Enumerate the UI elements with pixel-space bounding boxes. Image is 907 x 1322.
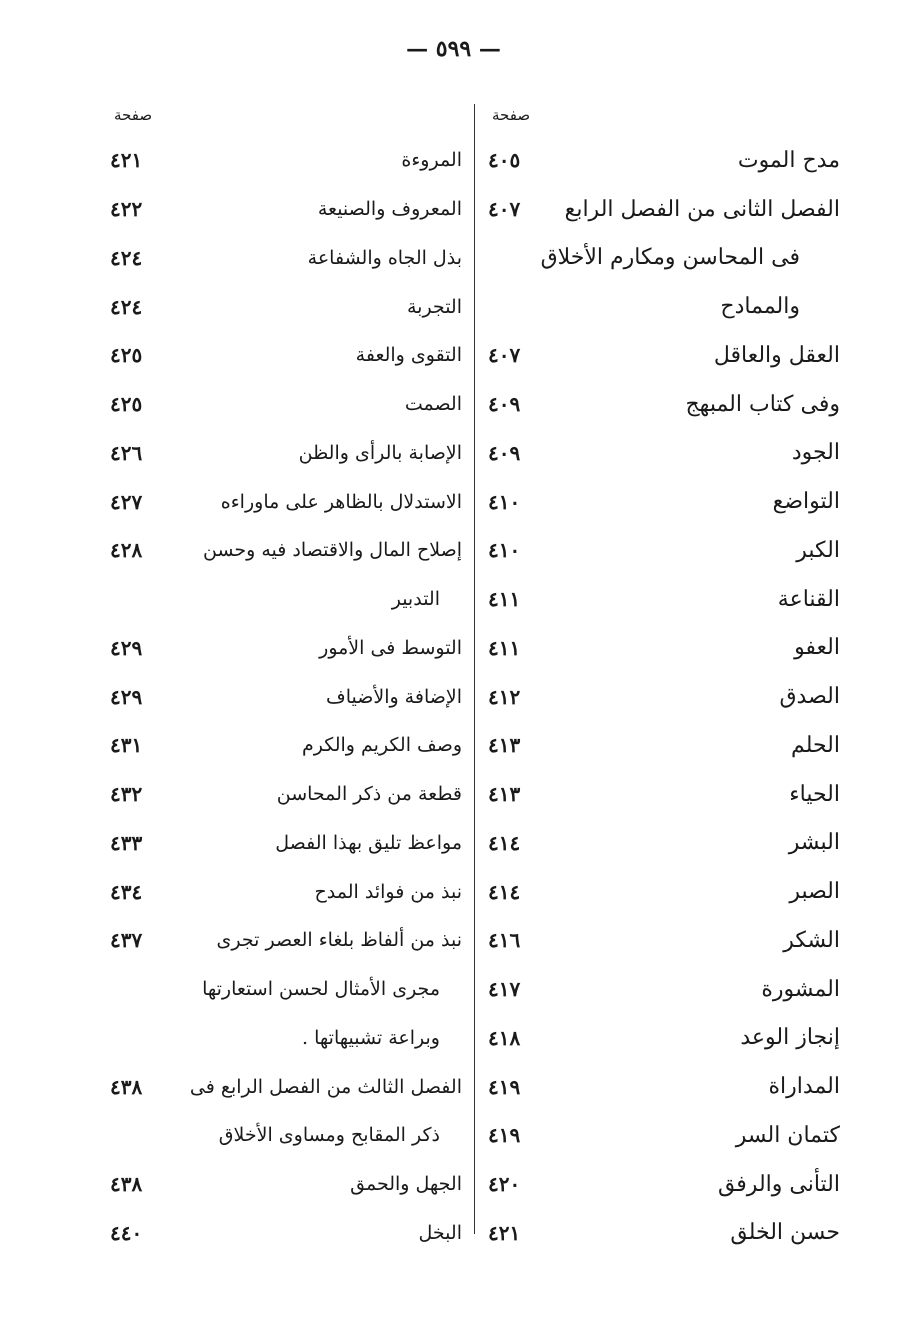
- toc-entry: [110, 1111, 462, 1160]
- entry-page-number: ٤٢١: [488, 1220, 521, 1245]
- toc-entry: [110, 1014, 462, 1063]
- entry-page-number: ٤٠٩: [488, 440, 521, 465]
- entry-title: إنجاز الوعد: [740, 1025, 840, 1051]
- toc-entry: [488, 672, 840, 721]
- toc-entry: [110, 672, 462, 721]
- toc-entry: [110, 185, 462, 234]
- toc-entry: [488, 331, 840, 380]
- entry-title: وبراعة تشبيهاتها .: [302, 1026, 440, 1049]
- toc-entry: [110, 770, 462, 819]
- entry-page-number: ٤١٠: [488, 538, 521, 563]
- toc-entry: [488, 477, 840, 526]
- entry-page-number: ٤٢١: [110, 148, 143, 173]
- page-column-header-right: صفحة: [492, 106, 531, 124]
- entry-title: فى المحاسن ومكارم الأخلاق: [540, 245, 800, 271]
- entry-page-number: ٤٠٧: [488, 343, 521, 368]
- toc-entry: [110, 477, 462, 526]
- entry-page-number: ٤٢٧: [110, 489, 143, 514]
- entry-title: بذل الجاه والشفاعة: [307, 246, 462, 269]
- toc-entry: [110, 1209, 462, 1258]
- entry-title: التقوى والعفة: [355, 344, 462, 367]
- toc-entry: [488, 721, 840, 770]
- entry-title: البخل: [418, 1221, 462, 1244]
- entry-page-number: ٤٠٥: [488, 148, 521, 173]
- toc-entry: [488, 1160, 840, 1209]
- entry-page-number: ٤١١: [488, 635, 521, 660]
- entry-page-number: ٤٤٠: [110, 1220, 143, 1245]
- toc-entry: [488, 380, 840, 429]
- toc-entry: [110, 1062, 462, 1111]
- page-number: — ٥٩٩ —: [406, 36, 501, 62]
- entry-page-number: ٤٢٤: [110, 245, 143, 270]
- page-column-header-left: صفحة: [114, 106, 153, 124]
- entry-title: مواعظ تليق بهذا الفصل: [275, 831, 462, 854]
- entry-page-number: ٤٢٩: [110, 635, 143, 660]
- entry-title: الحياء: [789, 781, 840, 807]
- entry-title: والممادح: [720, 294, 800, 320]
- entry-title: قطعة من ذكر المحاسن: [276, 783, 462, 806]
- entry-page-number: ٤٢٥: [110, 343, 143, 368]
- entry-title: الفصل الثالث من الفصل الرابع فى: [189, 1075, 462, 1098]
- toc-entry: [488, 136, 840, 185]
- toc-entry: [488, 819, 840, 868]
- toc-entry: [110, 624, 462, 673]
- entry-title: ذكر المقابح ومساوى الأخلاق: [218, 1124, 440, 1147]
- entry-page-number: ٤٣٨: [110, 1074, 143, 1099]
- toc-column-right: [488, 136, 840, 1257]
- entry-page-number: ٤١٤: [488, 830, 521, 855]
- entry-page-number: ٤٣٨: [110, 1172, 143, 1197]
- entry-page-number: ٤١٤: [488, 879, 521, 904]
- entry-page-number: ٤٢٠: [488, 1172, 521, 1197]
- entry-title: وصف الكريم والكرم: [301, 734, 462, 757]
- column-divider: [474, 104, 475, 1234]
- entry-title: التواضع: [772, 489, 840, 515]
- toc-entry: [110, 965, 462, 1014]
- toc-entry: [488, 526, 840, 575]
- entry-page-number: ٤١٨: [488, 1025, 521, 1050]
- toc-entry: [110, 282, 462, 331]
- entry-title: التدبير: [391, 588, 440, 611]
- toc-entry: [110, 331, 462, 380]
- entry-page-number: ٤٣٧: [110, 928, 143, 953]
- toc-entry: [488, 234, 840, 283]
- entry-title: الجود: [791, 440, 840, 466]
- entry-page-number: ٤٢٦: [110, 440, 143, 465]
- toc-entry: [488, 1014, 840, 1063]
- entry-title: المداراة: [768, 1074, 840, 1100]
- entry-title: التأنى والرفق: [717, 1171, 840, 1197]
- toc-entry: [488, 282, 840, 331]
- toc-entry: [488, 1111, 840, 1160]
- entry-page-number: ٤٢٢: [110, 197, 143, 222]
- entry-page-number: ٤٣٣: [110, 830, 143, 855]
- toc-entry: [110, 916, 462, 965]
- toc-entry: [488, 965, 840, 1014]
- entry-page-number: ٤٢٤: [110, 294, 143, 319]
- entry-title: العفو: [794, 635, 840, 661]
- entry-title: التوسط فى الأمور: [319, 636, 462, 659]
- entry-page-number: ٤٢٥: [110, 392, 143, 417]
- entry-title: مدح الموت: [737, 147, 840, 173]
- entry-title: نبذ من ألفاظ بلغاء العصر تجرى: [216, 929, 462, 952]
- entry-title: الإضافة والأضياف: [326, 685, 462, 708]
- entry-title: البشر: [788, 830, 840, 856]
- entry-page-number: ٤١١: [488, 587, 521, 612]
- toc-entry: [488, 867, 840, 916]
- entry-page-number: ٤١٦: [488, 928, 521, 953]
- toc-entry: [110, 1160, 462, 1209]
- entry-page-number: ٤٣٢: [110, 782, 143, 807]
- entry-page-number: ٤١٢: [488, 684, 521, 709]
- entry-page-number: ٤٠٧: [488, 197, 521, 222]
- entry-page-number: ٤١٣: [488, 733, 521, 758]
- entry-title: الإصابة بالرأى والظن: [298, 441, 462, 464]
- entry-title: المروءة: [401, 149, 462, 172]
- entry-title: الشكر: [783, 927, 840, 953]
- toc-entry: [110, 136, 462, 185]
- entry-title: كتمان السر: [735, 1122, 840, 1148]
- toc-entry: [110, 819, 462, 868]
- entry-page-number: ٤١٣: [488, 782, 521, 807]
- entry-title: الجهل والحمق: [350, 1173, 462, 1196]
- entry-title: حسن الخلق: [730, 1220, 840, 1246]
- entry-title: التجربة: [406, 295, 462, 318]
- toc-entry: [110, 234, 462, 283]
- toc-entry: [110, 721, 462, 770]
- entry-title: القناعة: [777, 586, 840, 612]
- entry-title: مجرى الأمثال لحسن استعارتها: [202, 978, 440, 1001]
- entry-page-number: ٤٠٩: [488, 392, 521, 417]
- entry-page-number: ٤١٩: [488, 1074, 521, 1099]
- entry-page-number: ٤١٠: [488, 489, 521, 514]
- toc-entry: [488, 1062, 840, 1111]
- entry-title: الصمت: [404, 393, 462, 416]
- entry-title: الكبر: [796, 537, 840, 563]
- toc-entry: [488, 770, 840, 819]
- toc-entry: [110, 380, 462, 429]
- toc-entry: [110, 429, 462, 478]
- entry-title: الحلم: [791, 732, 840, 758]
- toc-column-left: [110, 136, 462, 1257]
- entry-title: المعروف والصنيعة: [317, 198, 462, 221]
- entry-title: الاستدلال بالظاهر على ماوراءه: [220, 490, 462, 513]
- entry-title: الفصل الثانى من الفصل الرابع: [564, 196, 840, 222]
- toc-entry: [488, 185, 840, 234]
- entry-title: الصبر: [789, 879, 840, 905]
- toc-entry: [110, 526, 462, 575]
- entry-page-number: ٤١٩: [488, 1123, 521, 1148]
- entry-title: الصدق: [779, 684, 840, 710]
- entry-title: نبذ من فوائد المدح: [314, 880, 462, 903]
- toc-entry: [488, 1209, 840, 1258]
- entry-page-number: ٤١٧: [488, 977, 521, 1002]
- toc-entry: [488, 916, 840, 965]
- entry-title: وفى كتاب المبهج: [685, 391, 840, 417]
- toc-entry: [110, 867, 462, 916]
- toc-entry: [110, 575, 462, 624]
- toc-entry: [488, 575, 840, 624]
- entry-page-number: ٤٣٤: [110, 879, 143, 904]
- entry-title: إصلاح المال والاقتصاد فيه وحسن: [203, 539, 462, 562]
- entry-page-number: ٤٣١: [110, 733, 143, 758]
- entry-title: العقل والعاقل: [713, 342, 840, 368]
- entry-page-number: ٤٢٩: [110, 684, 143, 709]
- toc-entry: [488, 429, 840, 478]
- toc-entry: [488, 624, 840, 673]
- entry-title: المشورة: [761, 976, 840, 1002]
- entry-page-number: ٤٢٨: [110, 538, 143, 563]
